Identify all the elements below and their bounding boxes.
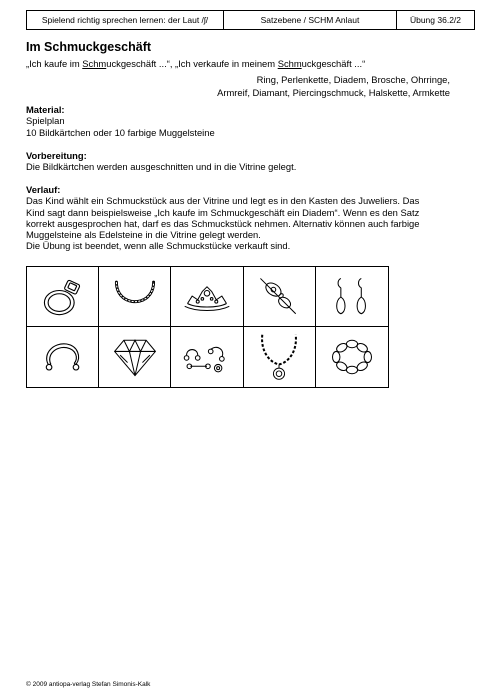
header-exercise: Übung 36.2/2 [409,15,462,25]
card-earrings[interactable] [316,267,388,327]
diamond-icon [107,331,163,383]
procedure-line: Die Übung ist beendet, wenn alle Schmuckstücke verkauft sind. [26,240,291,252]
preparation-section [26,150,476,173]
card-pearl-necklace[interactable] [99,267,171,327]
card-diamond[interactable] [99,327,171,387]
bracelet-icon [324,331,380,383]
quote1-post: uckgeschäft ...“, [106,58,176,69]
ring-icon [35,271,91,323]
header-level: Satzebene / SCHM Anlaut [224,11,397,29]
quote2-underlined: Schm [277,58,302,69]
diadem-icon [179,271,235,323]
word-list-line1: Ring, Perlenkette, Diadem, Brosche, Ohrringe, [256,74,450,85]
copyright-footer: © 2009 antiopa-verlag Stefan Simonis-Kalk [26,681,151,688]
necklace-icon [251,331,307,383]
card-piercing[interactable] [171,327,243,387]
material-heading: Material: [26,104,65,115]
quote2-post: uckgeschäft ...“ [301,58,366,69]
card-diadem[interactable] [171,267,243,327]
brooch-icon [251,271,307,323]
procedure-line: korrekt ausgesprochen hat, darf es das Schmuckstück nehmen. Alternativ können auch farbige [26,217,420,229]
procedure-heading: Verlauf: [26,184,61,195]
quote1-underlined: Schm [82,58,107,69]
word-list-line2: Armreif, Diamant, Piercingschmuck, Halskette, Armkette [217,87,450,98]
card-bangle[interactable] [27,327,99,387]
preparation-heading: Vorbereitung: [26,150,87,161]
preparation-text: Die Bildkärtchen werden ausgeschnitten und in die Vitrine gelegt. [26,161,297,173]
card-brooch[interactable] [244,267,316,327]
material-line: 10 Bildkärtchen oder 10 farbige Muggelsteine [26,126,215,138]
page-title: Im Schmuckgeschäft [26,40,152,54]
card-necklace[interactable] [244,327,316,387]
card-bracelet[interactable] [316,327,388,387]
quote1-pre: „Ich kaufe im [26,58,83,69]
example-sentences [26,58,365,69]
material-section [26,104,476,138]
procedure-line: Das Kind wählt ein Schmuckstück aus der Vitrine und legt es in den Kasten des Juweliers. Das [26,195,420,207]
procedure-line: Muggelsteine als Edelsteine in die Vitrine gelegt werden. [26,229,261,241]
picture-cards-grid [26,266,389,388]
header-series: Spielend richtig sprechen lernen: der Laut /ʃ/ [27,11,224,29]
procedure-line: Kind sagt dann beispielsweise „Ich kaufe im Schmuckgeschäft ein Diadem“. Wenn es den Satz [26,206,420,218]
header-table [26,10,475,30]
procedure-section [26,184,476,252]
piercing-icon [179,331,235,383]
bangle-icon [35,331,91,383]
card-ring[interactable] [27,267,99,327]
material-line: Spielplan [26,115,65,127]
earrings-icon [324,271,380,323]
quote2-pre: „Ich verkaufe in meinem [175,58,278,69]
pearl-necklace-icon [107,271,163,323]
